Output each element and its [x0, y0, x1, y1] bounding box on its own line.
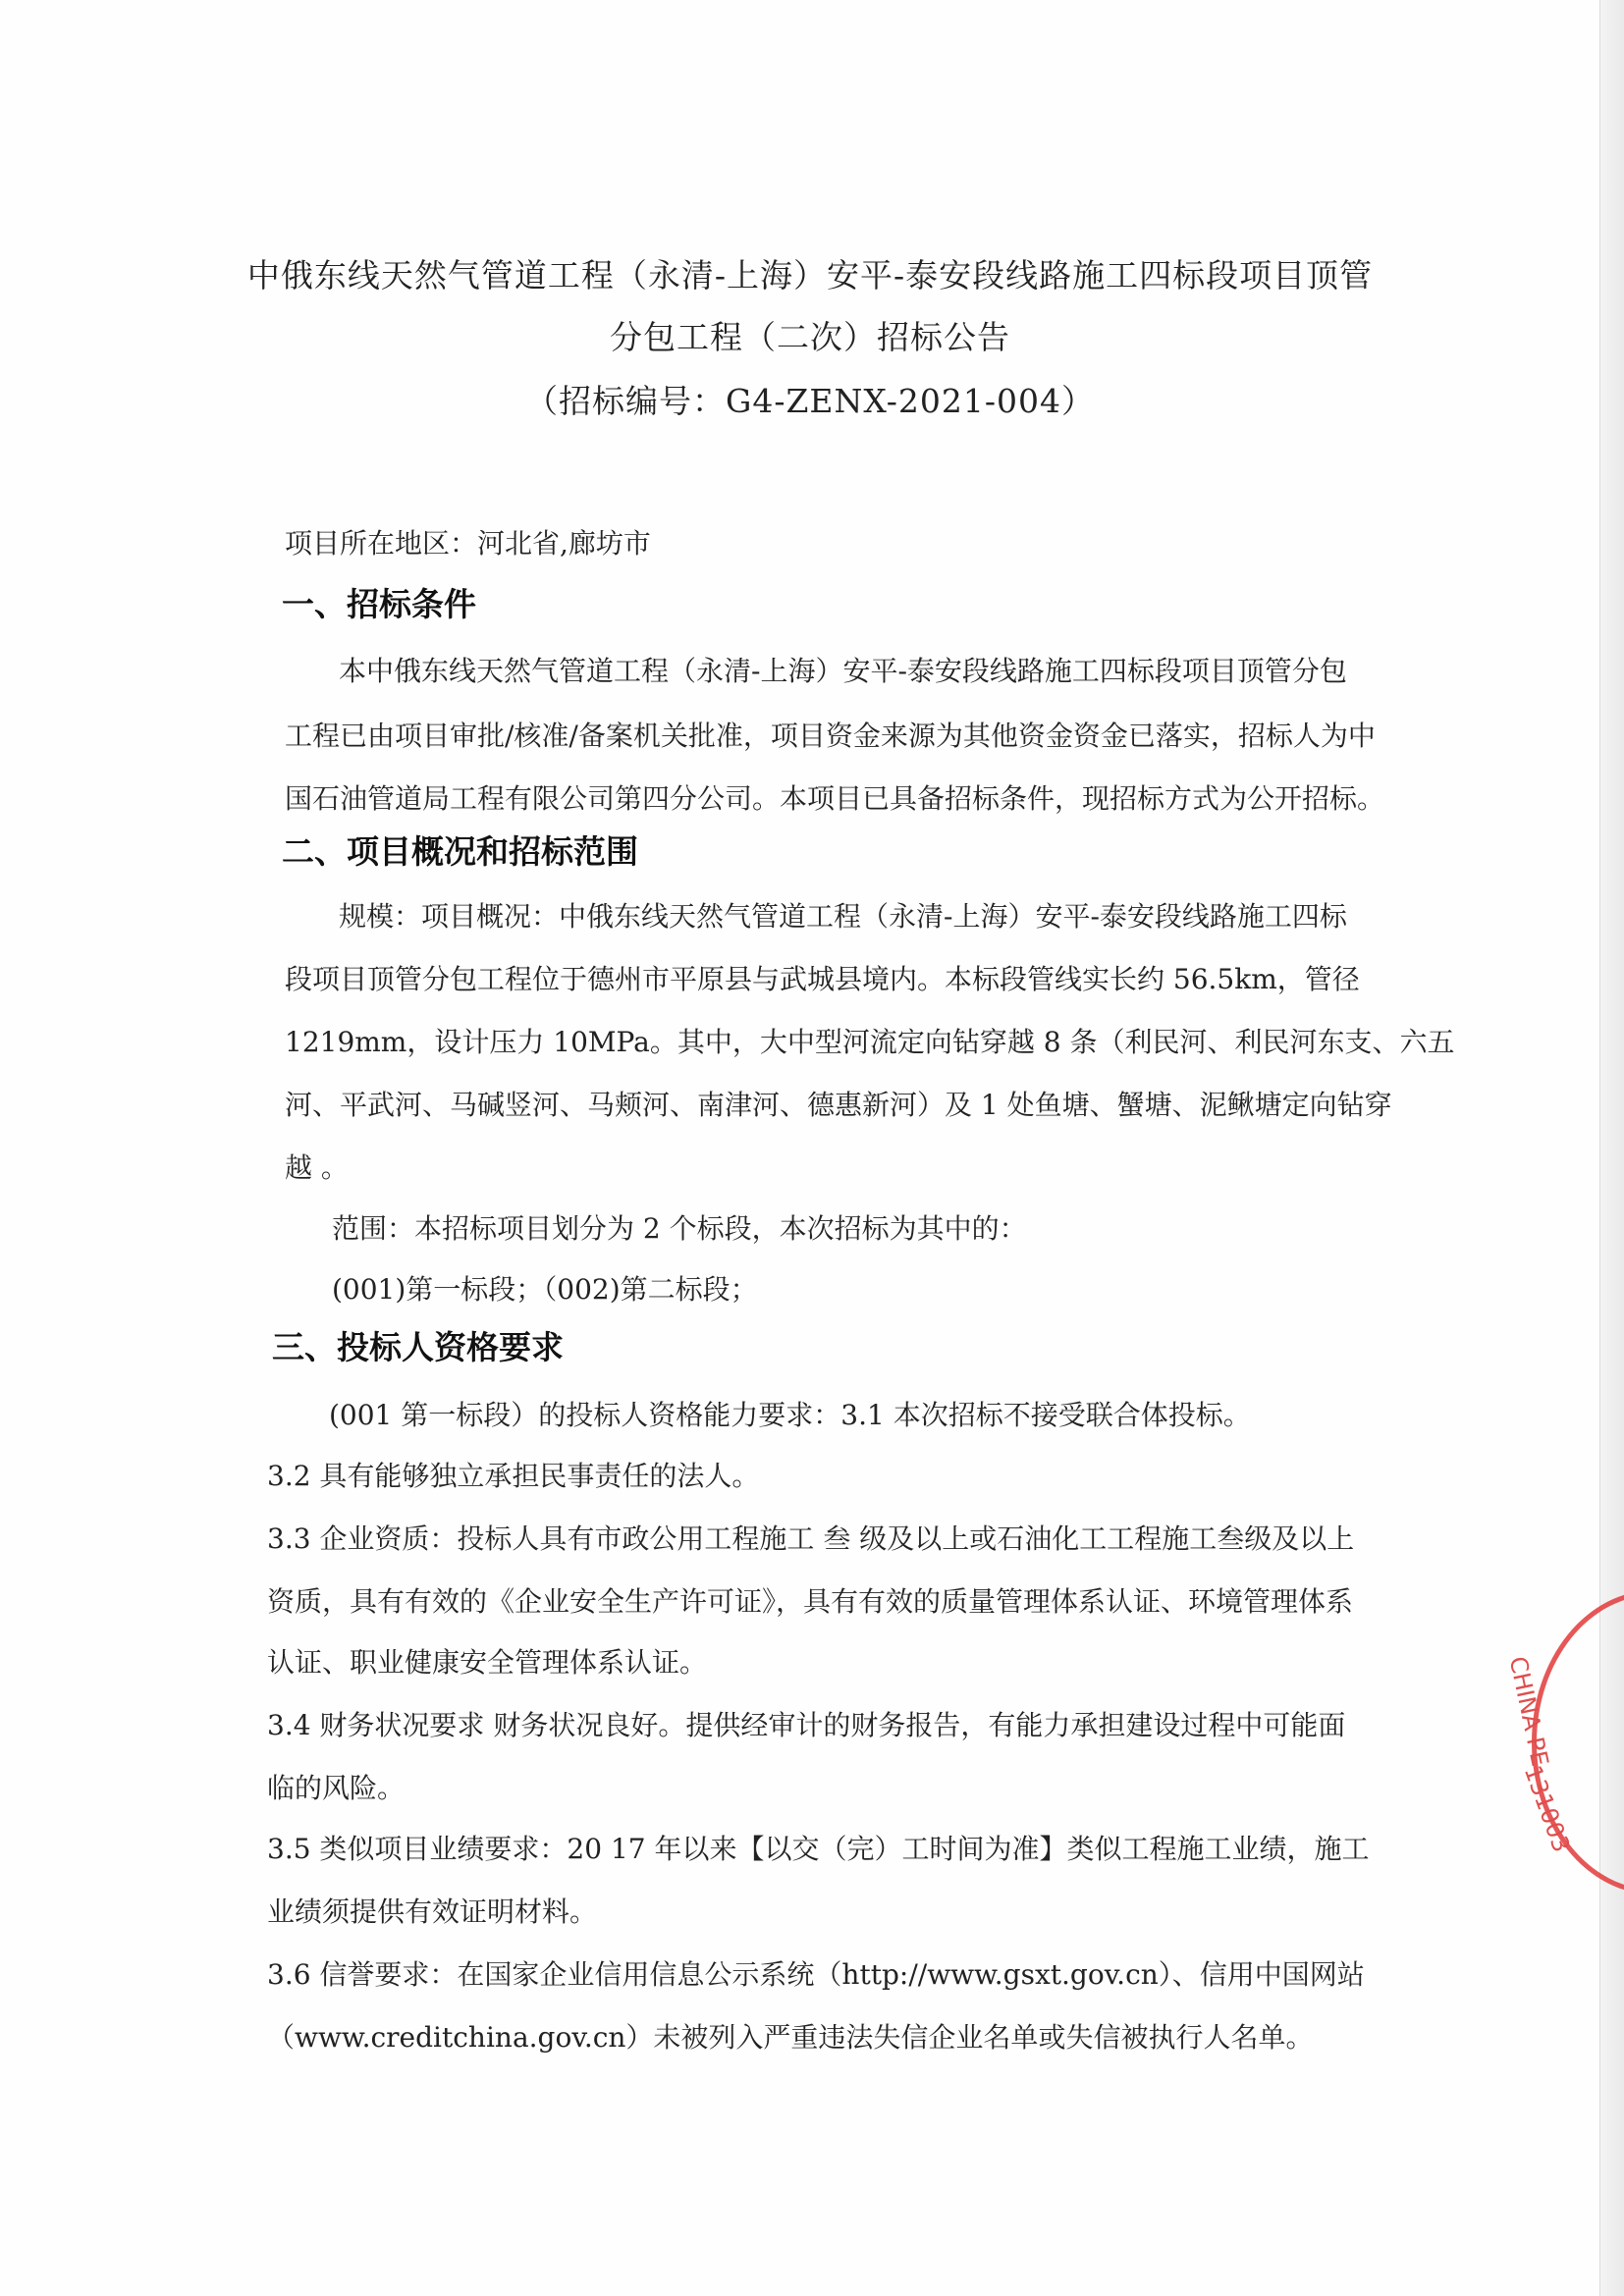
section-2-heading: 二、项目概况和招标范围	[282, 832, 638, 871]
section-1-line: 工程已由项目审批/核准/备案机关批准，项目资金来源为其他资金资金已落实，招标人为中	[285, 720, 1376, 752]
title-line-3: （招标编号：G4-ZENX-2021-004）	[525, 382, 1095, 420]
section-3-heading: 三、投标人资格要求	[272, 1328, 564, 1366]
section-3-line: 资质，具有有效的《企业安全生产许可证》，具有有效的质量管理体系认证、环境管理体系	[267, 1585, 1354, 1618]
section-3-line: 临的风险。	[267, 1772, 406, 1804]
title-line-1: 中俄东线天然气管道工程（永清-上海）安平-泰安段线路施工四标段项目顶管	[246, 256, 1374, 294]
stamp-text-top: CHINA PE	[1503, 1654, 1554, 1769]
section-2-lots: (001)第一标段；（002)第二标段；	[332, 1273, 758, 1306]
section-3-line: 3.4 财务状况要求 财务状况良好。提供经审计的财务报告，有能力承担建设过程中可能面	[267, 1709, 1346, 1741]
section-3-line: 3.3 企业资质：投标人具有市政公用工程施工 叁 级及以上或石油化工工程施工叁级及以上	[267, 1522, 1355, 1555]
section-3-line: 认证、职业健康安全管理体系认证。	[267, 1646, 708, 1679]
section-1-line: 国石油管道局工程有限公司第四分公司。本项目已具备招标条件，现招标方式为公开招标。	[285, 782, 1385, 815]
stamp-text-code: 131003	[1518, 1762, 1576, 1856]
section-3-line: （www.creditchina.gov.cn）未被列入严重违法失信企业名单或失信被执行人名单。	[267, 2021, 1314, 2054]
section-2-line: 规模：项目概况：中俄东线天然气管道工程（永清-上海）安平-泰安段线路施工四标	[339, 900, 1347, 933]
section-3-line: 3.6 信誉要求：在国家企业信用信息公示系统（http://www.gsxt.gov.cn）、信用中国网站	[267, 1958, 1365, 1991]
title-line-2: 分包工程（二次）招标公告	[610, 318, 1010, 356]
section-2-line: 1219mm，设计压力 10MPa。其中，大中型河流定向钻穿越 8 条（利民河、利民河东支、六五	[285, 1026, 1455, 1058]
section-3-line: 3.5 类似项目业绩要求：20 17 年以来【以交（完）工时间为准】类似工程施工业绩，施工	[267, 1833, 1370, 1865]
section-3-line: 3.2 具有能够独立承担民事责任的法人。	[267, 1460, 760, 1492]
section-1-line: 本中俄东线天然气管道工程（永清-上海）安平-泰安段线路施工四标段项目顶管分包	[339, 655, 1347, 687]
section-1-heading: 一、招标条件	[282, 585, 476, 623]
project-location: 项目所在地区：河北省,廊坊市	[285, 527, 651, 560]
section-2-line: 越 。	[285, 1151, 349, 1184]
section-2-scope: 范围：本招标项目划分为 2 个标段，本次招标为其中的：	[332, 1212, 1027, 1245]
section-2-line: 河、平武河、马碱竖河、马颊河、南津河、德惠新河）及 1 处鱼塘、蟹塘、泥鳅塘定向钻穿	[285, 1089, 1392, 1121]
red-seal-stamp	[1503, 1590, 1624, 1895]
page-edge	[1599, 0, 1624, 2296]
section-3-line: 业绩须提供有效证明材料。	[267, 1896, 598, 1928]
section-3-line: (001 第一标段）的投标人资格能力要求：3.1 本次招标不接受联合体投标。	[329, 1399, 1251, 1431]
section-2-line: 段项目顶管分包工程位于德州市平原县与武城县境内。本标段管线实长约 56.5km，管径	[285, 963, 1360, 995]
